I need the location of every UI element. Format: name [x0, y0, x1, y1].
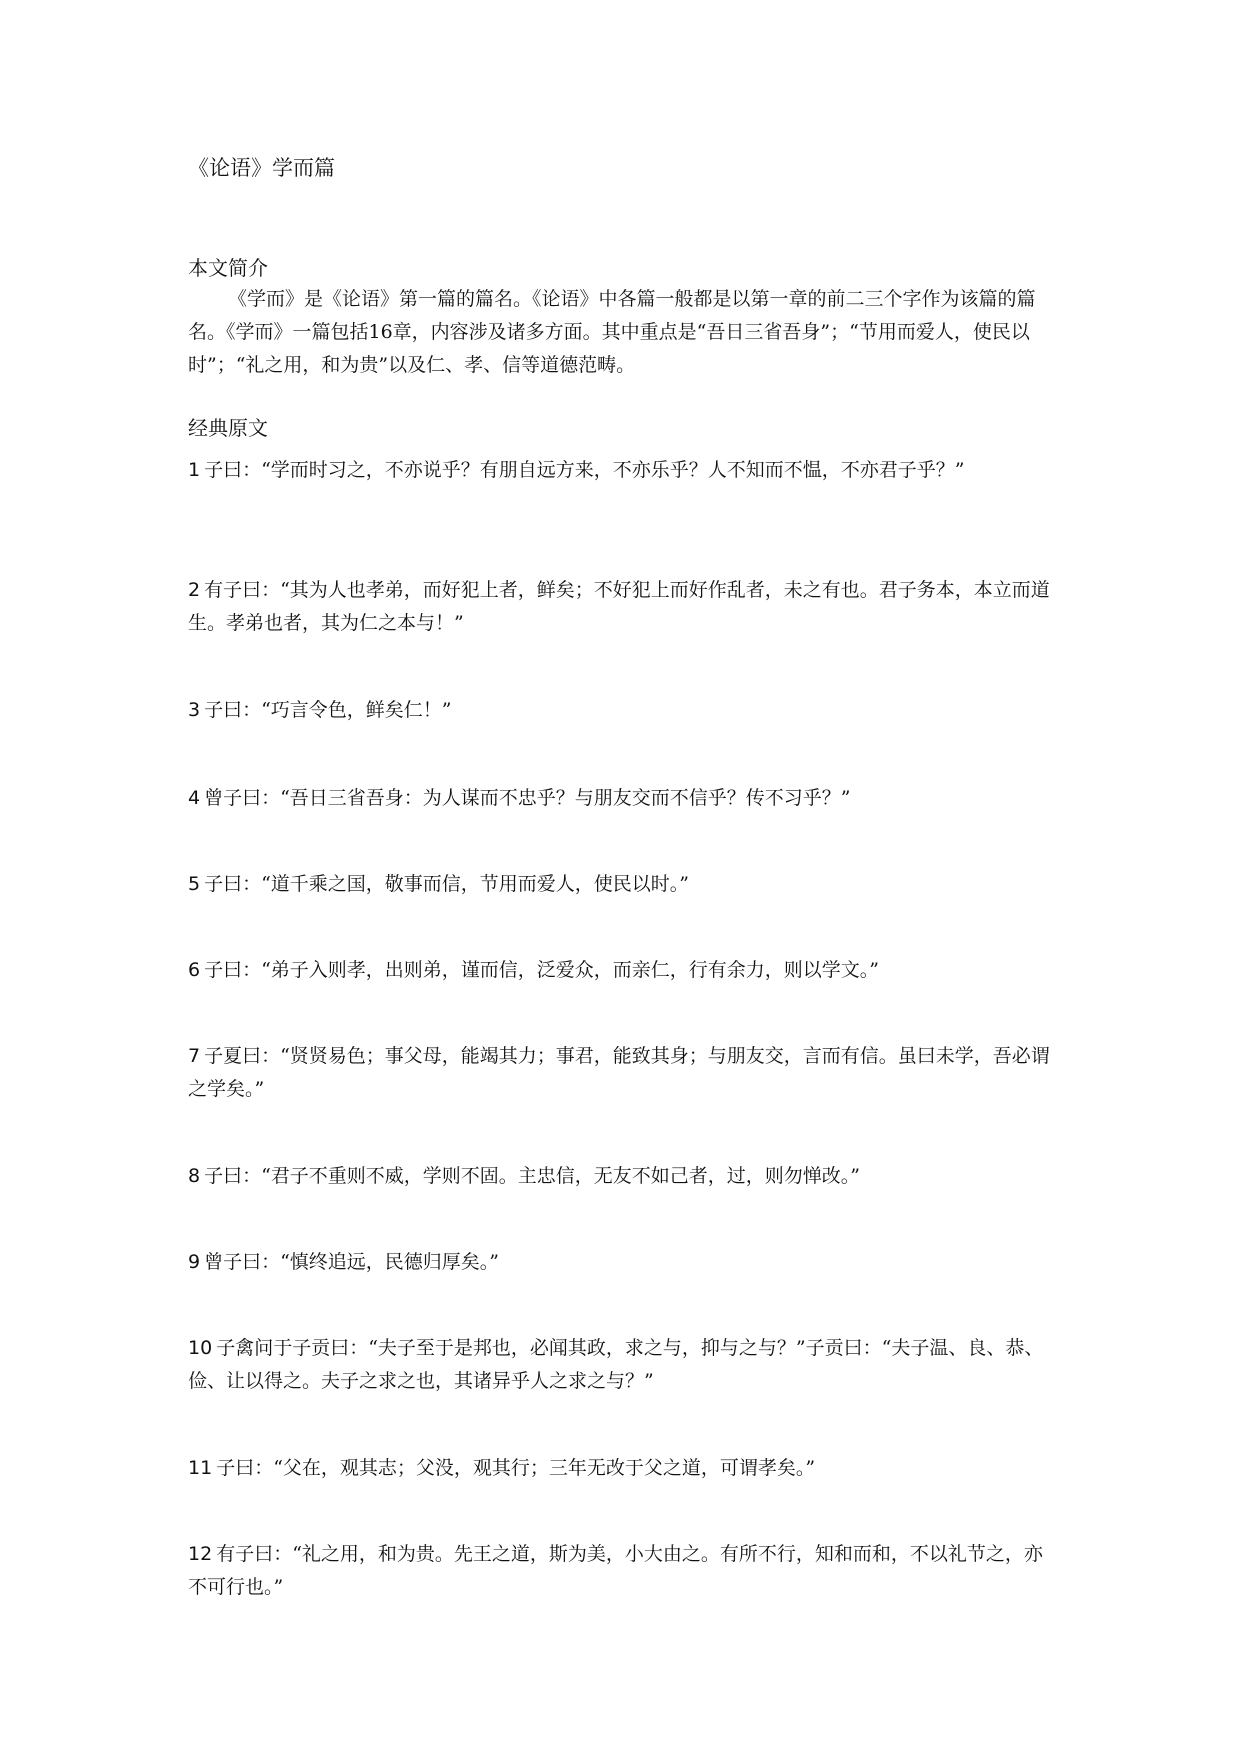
verse-number: 12 — [188, 1543, 213, 1565]
verse-4 — [188, 782, 1058, 815]
verse-number: 10 — [188, 1337, 213, 1359]
verse-text: 子曰：“道千乘之国，敬事而信，节用而爱人，使民以时。” — [204, 873, 690, 895]
verse-text: 子曰：“君子不重则不威，学则不固。主忠信，无友不如己者，过，则勿惮改。” — [204, 1165, 861, 1187]
verse-11 — [188, 1452, 1058, 1485]
verse-1 — [188, 454, 1058, 487]
original-heading: 经典原文 — [188, 416, 268, 440]
verse-text: 子曰：“巧言令色，鲜矣仁！” — [204, 699, 452, 721]
verse-text: 曾子曰：“吾日三省吾身：为人谋而不忠乎？与朋友交而不信乎？传不习乎？” — [204, 787, 851, 809]
verse-5 — [188, 868, 1058, 901]
verse-number: 5 — [188, 873, 201, 895]
verse-9 — [188, 1246, 1058, 1279]
verse-text: 子曰：“学而时习之，不亦说乎？有朋自远方来，不亦乐乎？人不知而不愠，不亦君子乎？” — [204, 459, 965, 481]
verse-number: 1 — [188, 459, 201, 481]
verse-text: 子曰：“弟子入则孝，出则弟，谨而信，泛爱众，而亲仁，行有余力，则以学文。” — [204, 959, 880, 981]
verse-text: 子禽问于子贡曰：“夫子至于是邦也，必闻其政，求之与，抑与之与？”子贡曰：“夫子温、良、恭、俭、让以得之。夫子之求之也，其诸异乎人之求之与？” — [188, 1337, 1044, 1392]
verse-text: 曾子曰：“慎终追远，民德归厚矣。” — [204, 1251, 500, 1273]
verse-number: 3 — [188, 699, 201, 721]
verse-number: 6 — [188, 959, 201, 981]
verse-7 — [188, 1040, 1058, 1106]
verse-number: 9 — [188, 1251, 201, 1273]
verse-6 — [188, 954, 1058, 987]
verse-12 — [188, 1538, 1058, 1604]
document-title: 《论语》学而篇 — [188, 156, 335, 180]
verse-number: 8 — [188, 1165, 201, 1187]
verse-number: 11 — [188, 1457, 213, 1479]
intro-paragraph: 《学而》是《论语》第一篇的篇名。《论语》中各篇一般都是以第一章的前二三个字作为该篇的篇名。《学而》一篇包括16章，内容涉及诸多方面。其中重点是“吾日三省吾身”；“节用而爱人，使民以时”；“礼之用，和为贵”以及仁、孝、信等道德范畴。 — [188, 288, 1036, 376]
verse-2 — [188, 574, 1058, 640]
verse-8 — [188, 1160, 1058, 1193]
verse-number: 2 — [188, 579, 201, 601]
verse-3 — [188, 694, 1058, 727]
intro-heading: 本文简介 — [188, 256, 268, 280]
verse-number: 7 — [188, 1045, 201, 1067]
verse-text: 有子曰：“礼之用，和为贵。先王之道，斯为美，小大由之。有所不行，知和而和，不以礼节之，亦不可行也。” — [188, 1543, 1043, 1598]
verse-text: 子曰：“父在，观其志；父没，观其行；三年无改于父之道，可谓孝矣。” — [216, 1457, 816, 1479]
verse-number: 4 — [188, 787, 201, 809]
verse-text: 子夏曰：“贤贤易色；事父母，能竭其力；事君，能致其身；与朋友交，言而有信。虽曰未学，吾必谓之学矣。” — [188, 1045, 1050, 1100]
verse-text: 有子曰：“其为人也孝弟，而好犯上者，鲜矣；不好犯上而好作乱者，未之有也。君子务本，本立而道生。孝弟也者，其为仁之本与！” — [188, 579, 1050, 634]
verse-10 — [188, 1332, 1058, 1398]
